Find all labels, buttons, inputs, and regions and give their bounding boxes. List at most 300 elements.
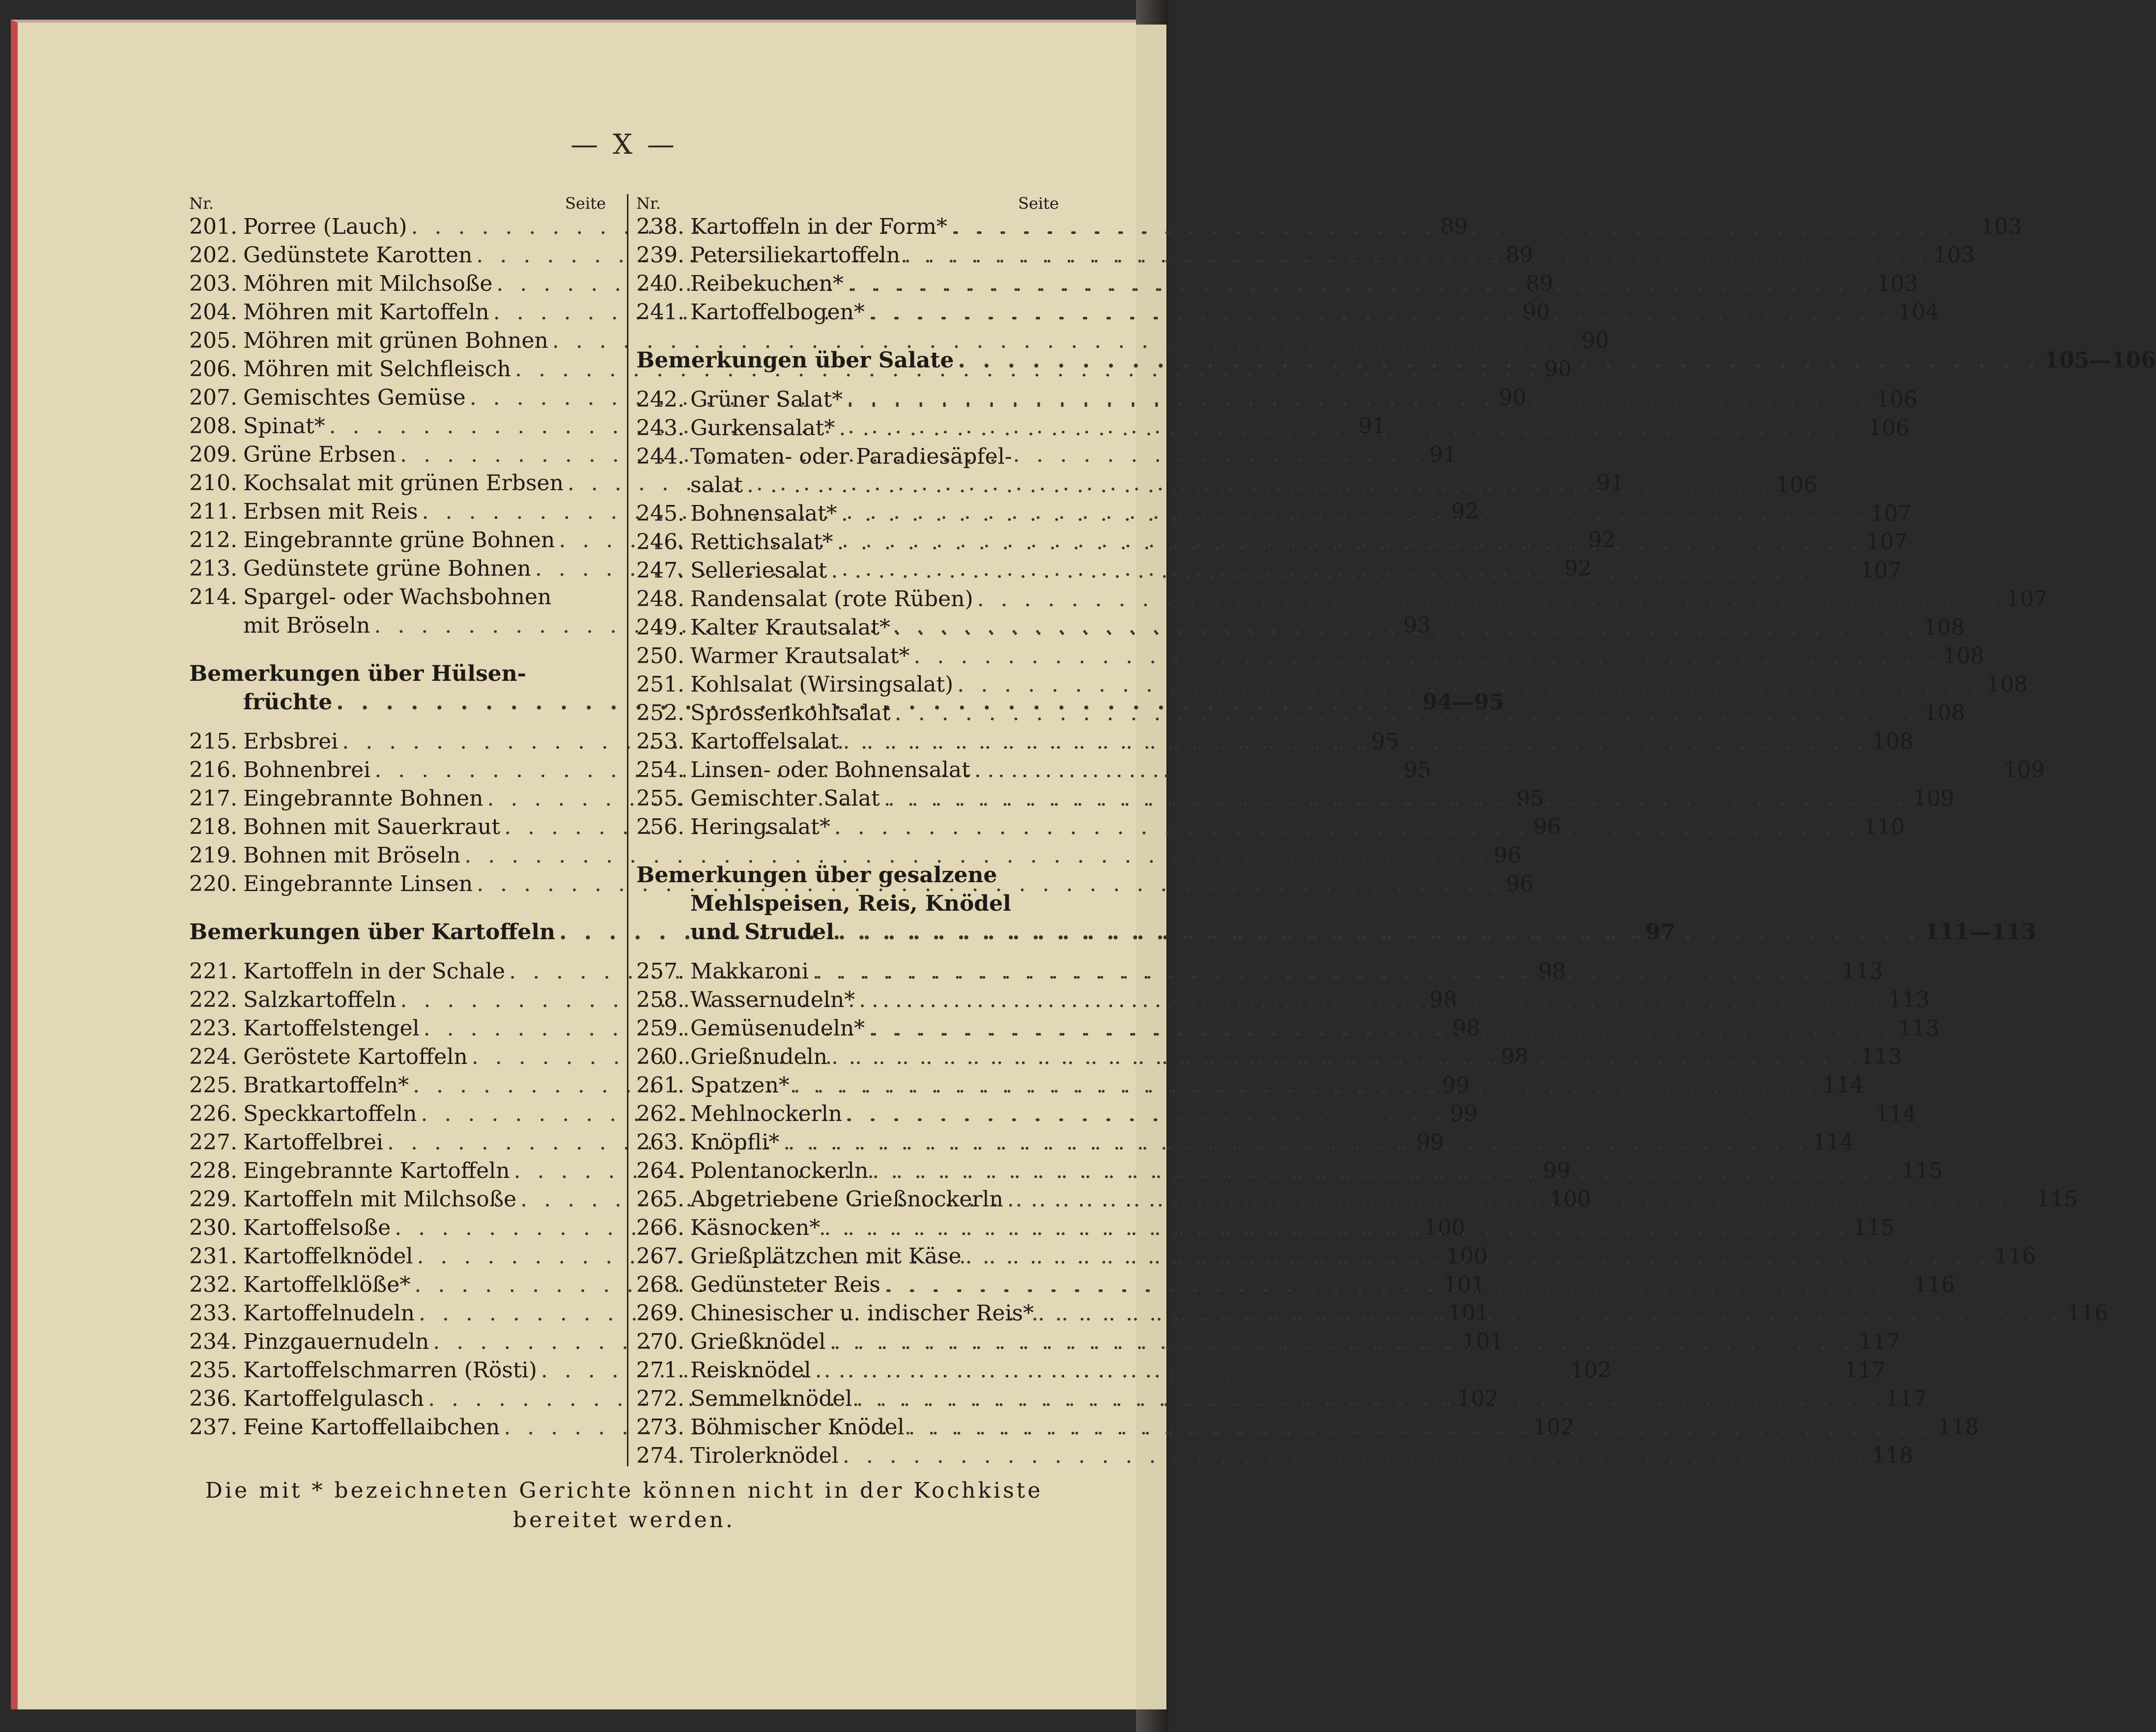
entry-title-continued: mit Bröseln [243,613,370,638]
page-number: 118 [1872,1443,1913,1468]
page-number: 115 [2036,1187,2078,1212]
entry-number: 244. [636,444,684,469]
entry-title: Kartoffelknödel [243,1244,413,1269]
leader-dots [869,298,1894,327]
column-header [189,194,606,213]
page-number: 118 [1937,1415,1979,1440]
entry-title: Porree (Lauch) [243,214,407,239]
entry-number: 221. [189,959,237,984]
entry-number: 235. [189,1358,237,1383]
entry-number: 213. [189,556,237,581]
entry-number: 248. [636,587,684,612]
entry-title: Tirolerknödel [690,1443,839,1468]
page-number: 98 [1452,1016,1480,1041]
page-number: 117 [1844,1358,1886,1383]
page-number: 103 [1980,214,2022,239]
page-number: 109 [2003,757,2045,782]
entry-number: 204. [189,300,237,325]
entry-title: Kartoffelsalat [690,729,839,754]
entry-number: 241. [636,300,684,325]
entry-title: Kartoffelstengel [243,1016,420,1041]
section-heading: Bemerkungen über Kartoffeln [189,920,556,945]
page-number: 93 [1403,613,1431,638]
page-number: 104 [1898,300,1939,325]
seite-header: Seite [565,194,606,213]
column-divider [627,194,628,1466]
entry-title: Eingebrannte Linsen [243,871,473,896]
entry-number: 254. [636,757,684,782]
entry-number: 206. [189,357,237,382]
entry-number: 261. [636,1073,684,1098]
leader-dots [829,1328,1855,1356]
page-number: 114 [1875,1101,1917,1126]
leader-dots [1038,1299,2063,1328]
page-number: 108 [1872,729,1914,754]
entry-number: 209. [189,442,237,467]
entry-title: Gurkensalat* [690,416,835,441]
leader-dots [872,1157,1898,1185]
page-number: 100 [1549,1187,1591,1212]
section-heading: und Strudel [690,920,834,945]
leader-dots [783,1128,1809,1157]
entry-title: Kartoffelnudeln [243,1301,415,1326]
page-number: 102 [1570,1358,1612,1383]
entry-number: 243. [636,416,684,441]
page-number: 89 [1440,214,1468,239]
entry-title: Feine Kartoffellaibchen [243,1415,500,1440]
page-number: 95 [1404,757,1431,782]
page-number: 91 [1358,414,1386,439]
entry-title: Kartoffelsoße [243,1215,391,1240]
entry-number: 217. [189,786,237,811]
entry-title: Kartoffeln in der Form* [690,214,947,239]
page-number: 92 [1451,499,1479,524]
spacer [189,947,606,957]
entry-title: Bratkartoffeln* [243,1073,409,1098]
entry-number: 225. [189,1073,237,1098]
page-number: 115 [1853,1215,1895,1240]
page-number: 99 [1450,1101,1478,1126]
entry-number: 264. [636,1158,684,1183]
entry-title: Abgetriebene Grießnockerln [690,1187,1003,1212]
entry-title: Möhren mit grünen Bohnen [243,328,548,353]
entry-number: 246. [636,530,684,555]
page-number: 106 [1776,473,1817,498]
toc-entry [636,642,1985,670]
entry-number: 240. [636,271,684,296]
entry-title: Sprossenkohlsalat [690,700,891,726]
page-number: 101 [1444,1272,1485,1297]
entry-title: Gemischter Salat [690,786,880,811]
page-number: 103 [1933,243,1975,268]
page-number: 107 [1860,558,1902,583]
leader-dots [815,1356,1841,1385]
entry-number: 229. [189,1187,237,1212]
page-number: 103 [1876,271,1918,296]
spacer [636,947,1059,957]
page-number: 90 [1544,357,1572,382]
toc-entry [636,1442,1913,1470]
toc-entry [189,327,1609,355]
entry-number: 249. [636,615,684,640]
section-heading: Bemerkungen über Hülsen- [189,661,526,686]
entry-title: Gedünstete Karotten [243,243,473,268]
entry-title: Rettichsalat* [690,530,833,555]
toc-entry [189,469,1624,498]
entry-number: 216. [189,757,237,782]
leader-dots [951,213,1977,241]
leader-dots [831,1043,1857,1071]
page-number: 106 [1868,416,1910,441]
leader-dots [843,1442,1868,1470]
entry-title: Polentanockerln [690,1158,869,1183]
entry-number: 245. [636,501,684,526]
section-heading-row [636,890,1059,918]
entry-title: Möhren mit Kartoffeln [243,300,489,325]
spacer [189,717,606,727]
page-number: 90 [1522,300,1550,325]
entry-number: 203. [189,271,237,296]
entry-title: Erbsbrei [243,729,339,754]
entry-number: 269. [636,1301,684,1326]
entry-number: 258. [636,987,684,1012]
page-number: 114 [1813,1130,1854,1155]
entry-number: 211. [189,499,237,524]
entry-title: Eingebrannte Kartoffeln [243,1158,510,1183]
page-number: 114 [1822,1073,1864,1098]
section-heading: Bemerkungen über Salate [636,348,954,373]
entry-number: 266. [636,1215,684,1240]
entry-number: 271. [636,1358,684,1383]
entry-number: 251. [636,672,684,697]
leader-dots [884,784,1909,813]
leader-dots [974,756,2000,784]
leader-dots [977,585,2003,614]
leader-dots [908,1413,1934,1442]
leader-dots [957,670,1983,699]
page-number: 115 [1901,1158,1943,1183]
page-number: 95 [1371,729,1399,754]
entry-title: Gemüsenudeln* [690,1016,865,1041]
entry-number: 255. [636,786,684,811]
entry-number: 226. [189,1101,237,1126]
page-number: 111—113 [1924,920,2037,945]
entry-title: Böhmischer Knödel [690,1415,905,1440]
leader-dots [837,528,1862,557]
entry-number: 208. [189,414,237,439]
entry-title: Käsnocken* [690,1215,821,1240]
page-number: 102 [1457,1386,1499,1411]
toc-entry [189,583,606,612]
entry-title: Eingebrannte Bohnen [243,786,483,811]
spacer [189,640,606,660]
seite-header: Seite [1018,194,1059,213]
page-number: 107 [1866,530,1908,555]
leader-dots [1007,1185,2033,1214]
toc-entry [189,841,1522,870]
leader-dots [813,957,1838,986]
leader-dots [824,1214,1849,1242]
page-number: 89 [1505,243,1533,268]
entry-number: 272. [636,1386,684,1411]
entry-title: Kartoffelgulasch [243,1386,425,1411]
page-number: 94—95 [1422,690,1504,715]
entry-title: Geröstete Kartoffeln [243,1044,468,1069]
entry-number: 222. [189,987,237,1012]
entry-title: Speckkartoffeln [243,1101,417,1126]
nr-header: Nr. [636,194,661,213]
entry-number: 247. [636,558,684,583]
entry-title: Reibekuchen* [690,271,844,296]
page-number: 89 [1526,271,1554,296]
leader-dots [848,270,1873,298]
entry-number: 202. [189,243,237,268]
footnote-line: Die mit * bezeichneten Gerichte können nicht in der Kochkiste [205,1478,1043,1503]
entry-number: 227. [189,1130,237,1155]
entry-number: 250. [636,643,684,669]
section-heading: Mehlspeisen, Reis, Knödel [690,891,1011,916]
page-number: 90 [1581,328,1609,353]
entry-number: 212. [189,528,237,553]
entry-number: 219. [189,843,237,868]
toc-entry [636,443,1059,471]
entry-number: 233. [189,1301,237,1326]
leader-dots [834,813,1860,841]
page-number: 116 [1913,1272,1955,1297]
entry-title: Bohnen mit Sauerkraut [243,814,501,839]
page-number: 98 [1429,987,1457,1012]
entry-number: 259. [636,1016,684,1041]
entry-title: Grießplätzchen mit Käse [690,1244,962,1269]
leader-dots [958,346,2041,375]
page-number: 107 [2006,587,2048,612]
entry-number: 265. [636,1187,684,1212]
page-number: 99 [1442,1073,1470,1098]
spacer [636,841,1059,861]
entry-number: 262. [636,1101,684,1126]
column-header [636,194,1059,213]
entry-number: 256. [636,814,684,839]
entry-number: 232. [189,1272,237,1297]
entry-title: Semmelknödel [690,1386,852,1411]
entry-number: 253. [636,729,684,754]
entry-number: 257. [636,959,684,984]
entry-title: Kartoffelbogen* [690,300,865,325]
page-number: 96 [1494,843,1522,868]
page-number: 99 [1416,1130,1444,1155]
entry-number: 205. [189,328,237,353]
entry-title: Petersiliekartoffeln [690,243,901,268]
page-number: 117 [1885,1386,1927,1411]
page-number: 116 [2067,1301,2108,1326]
page-header: — X — [570,129,678,161]
leader-dots [794,1071,1819,1100]
page-number: 101 [1462,1329,1504,1354]
entry-title: Kartoffelschmarren (Rösti) [243,1358,537,1383]
section-heading: Bemerkungen über gesalzene [636,863,997,888]
entry-number: 237. [189,1415,237,1440]
entry-title: Spargel- oder Wachsbohnen [243,585,552,610]
section-heading-row [636,861,1059,890]
page-number: 107 [1870,501,1912,526]
entry-title: Gemischtes Gemüse [243,385,466,410]
leader-dots [747,471,1772,500]
page-number: 116 [1994,1244,2036,1269]
entry-number: 215. [189,729,237,754]
entry-title: Warmer Krautsalat* [690,643,910,669]
page-number: 101 [1447,1301,1489,1326]
page-number: 113 [1898,1016,1939,1041]
entry-title: Gedünstete grüne Bohnen [243,556,531,581]
entry-number: 234. [189,1329,237,1354]
entry-number: 270. [636,1329,684,1354]
entry-title: Kartoffeln mit Milchsoße [243,1187,517,1212]
entry-number: 207. [189,385,237,410]
entry-title: Spatzen* [690,1073,790,1098]
entry-number: 223. [189,1016,237,1041]
entry-title: Chinesischer u. indischer Reis* [690,1301,1034,1326]
entry-number: 242. [636,387,684,412]
toc-entry [636,585,2048,614]
entry-number: 218. [189,814,237,839]
page-number: 100 [1446,1244,1488,1269]
page-number: 110 [1863,814,1905,839]
entry-title: Möhren mit Milchsoße [243,271,493,296]
leader-dots [831,557,1856,585]
page-number: 99 [1543,1158,1571,1183]
page-number: 113 [1888,987,1929,1012]
page-number: 98 [1538,959,1566,984]
toc-entry [636,670,2028,699]
entry-title-continued: salat [690,473,743,498]
leader-dots [904,241,1929,270]
leader-dots [869,1014,1894,1043]
entry-title: Bohnen mit Bröseln [243,843,461,868]
entry-number: 273. [636,1415,684,1440]
entry-title: Selleriesalat [690,558,827,583]
entry-title: Bohnenbrei [243,757,371,782]
entry-title: Makkaroni [690,959,809,984]
page-number: 117 [1859,1329,1901,1354]
page-number: 113 [1860,1044,1902,1069]
page-number: 98 [1501,1044,1529,1069]
section-heading-row [189,660,606,688]
leader-dots [895,699,1920,727]
entry-title: Grüner Salat* [690,387,843,412]
leader-dots [894,614,1920,642]
entry-title: Gedünsteter Reis [690,1272,880,1297]
entry-number: 263. [636,1130,684,1155]
footnote-line: bereitet werden. [512,1508,735,1533]
entry-title: Möhren mit Selchfleisch [243,357,511,382]
entry-title: Kartoffeln in der Schale [243,959,506,984]
entry-number: 214. [189,585,237,610]
footnote [187,1476,1061,1535]
page-number: 96 [1505,871,1533,896]
leader-dots [843,727,1868,756]
entry-title: Heringsalat* [690,814,830,839]
entry-title: Spinat* [243,414,325,439]
entry-title: Wassernudeln* [690,987,855,1012]
entry-title: Linsen- oder Bohnensalat [690,757,970,782]
entry-number: 268. [636,1272,684,1297]
spacer [189,898,606,918]
entry-title: Erbsen mit Reis [243,499,418,524]
leader-dots [856,1385,1882,1413]
entry-title: Grießknödel [690,1329,826,1354]
page-number: 105—106 [2044,348,2156,373]
entry-title: Bohnensalat* [690,501,837,526]
entry-number: 274. [636,1443,684,1468]
page-number: 96 [1533,814,1561,839]
entry-number: 238. [636,214,684,239]
spacer [636,327,1059,346]
entry-number: 228. [189,1158,237,1183]
leader-dots [838,918,1921,947]
leader-dots [839,414,1864,443]
page-number: 109 [1913,786,1955,811]
page-number: 92 [1588,528,1616,553]
entry-number: 201. [189,214,237,239]
entry-title: Kartoffelklöße* [243,1272,411,1297]
entry-number: 220. [189,871,237,896]
page-number: 102 [1533,1415,1574,1440]
leader-dots [859,986,1884,1014]
leader-dots [965,1242,1991,1271]
entry-title: Kartoffelbrei [243,1130,383,1155]
entry-title: Mehlnockerln [690,1101,843,1126]
entry-title: Randensalat (rote Rüben) [690,587,973,612]
page-number: 90 [1499,385,1527,410]
entry-number: 267. [636,1244,684,1269]
leader-dots [847,386,1872,414]
page-number: 95 [1516,786,1544,811]
page-number: 92 [1564,556,1592,581]
leader-dots [846,1100,1872,1128]
section-heading: früchte [243,690,333,715]
entry-number: 252. [636,700,684,726]
nr-header: Nr. [189,194,214,213]
entry-number: 210. [189,471,237,496]
entry-title: Tomaten- oder Paradiesäpfel- [690,444,1012,469]
leader-dots [884,1271,1910,1299]
page-number: 106 [1876,387,1918,412]
entry-title: Knöpfli* [690,1130,780,1155]
page-number: 113 [1842,959,1883,984]
spacer [636,375,1059,386]
page-number: 97 [1645,920,1676,945]
entry-number: 230. [189,1215,237,1240]
entry-number: 236. [189,1386,237,1411]
entry-number: 260. [636,1044,684,1069]
page-number: 91 [1429,442,1457,467]
entry-title: Kohlsalat (Wirsingsalat) [690,672,954,697]
page-number: 91 [1596,471,1624,496]
entry-title: Kalter Krautsalat* [690,615,890,640]
entry-title: Eingebrannte grüne Bohnen [243,528,555,553]
entry-title: Salzkartoffeln [243,987,397,1012]
page-number: 108 [1924,700,1965,726]
entry-title: Pinzgauernudeln [243,1329,429,1354]
entry-number: 231. [189,1244,237,1269]
entry-title: Reisknödel [690,1358,811,1383]
page-number: 100 [1424,1215,1465,1240]
leader-dots [841,500,1867,528]
page-number: 108 [1986,672,2028,697]
leader-dots [913,642,1939,670]
entry-title: Grießnudeln [690,1044,827,1069]
page-number: 108 [1923,615,1965,640]
